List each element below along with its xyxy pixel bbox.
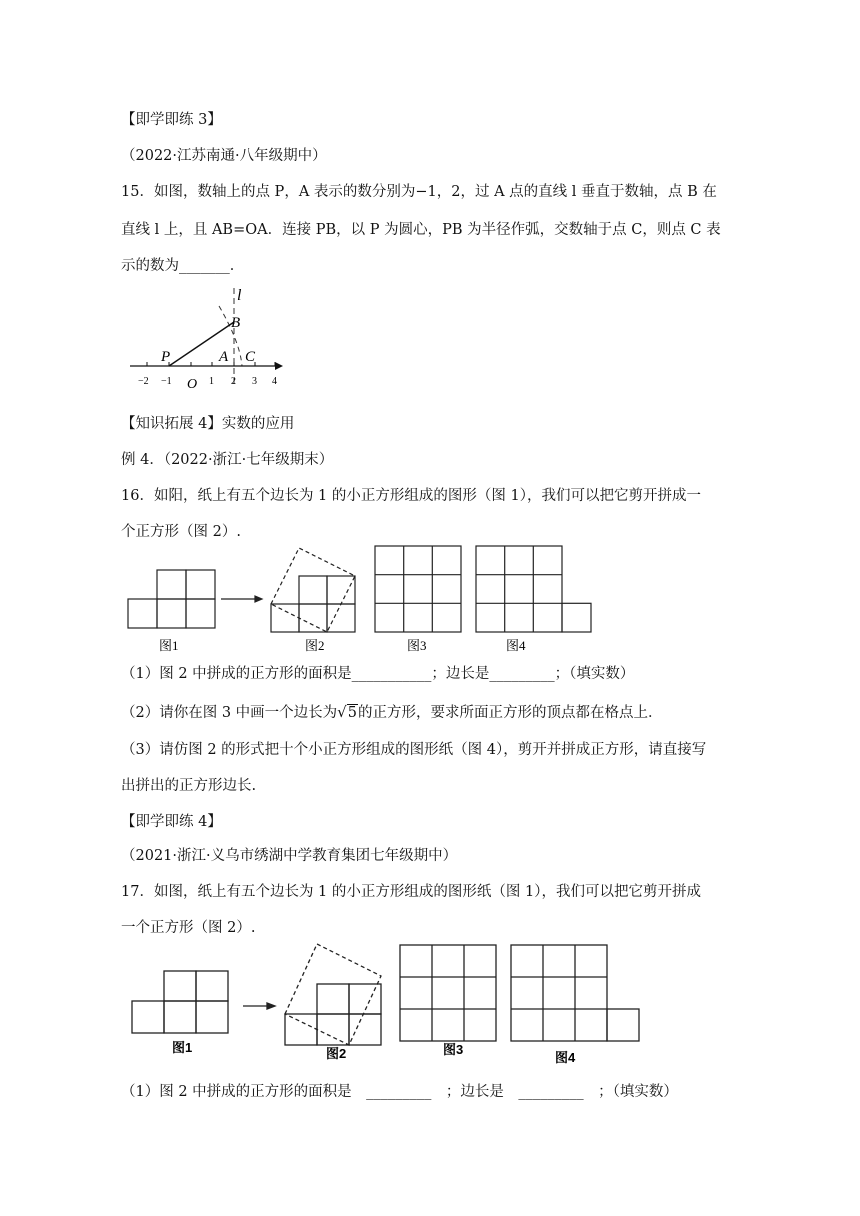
label-o: O [187,377,198,390]
figure-label: 图2 [305,638,325,653]
question-source: （2021·浙江·义乌市绣湖中学教育集团七年级期中） [121,848,458,864]
question-16-line-1: 16．如阳，纸上有五个边长为 1 的小正方形组成的图形（图 1），我们可以把它剪开拼成一 [121,488,701,504]
question-17-line-1: 17．如图，纸上有五个边长为 1 的小正方形组成的图形纸（图 1），我们可以把它剪开拼成 [121,884,701,900]
section-heading-knowledge-4: 【知识拓展 4】实数的应用 [121,416,295,432]
figure-label: 图3 [443,1042,464,1057]
axis-arrow [275,362,283,370]
question-source: （2022·江苏南通·八年级期中） [121,148,327,164]
question-16-part-3-line-2: 出拼出的正方形边长. [121,778,257,794]
label-c: C [245,349,256,365]
question-16-part-2 [121,702,662,723]
question-15-line-1: 15．如图，数轴上的点 P，A 表示的数分别为−1，2，过 A 点的直线 l 垂直于数轴，点 B 在 [121,184,717,200]
question-15-line-2: 直线 l 上，且 AB=OA．连接 PB，以 P 为圆心，PB 为半径作弧，交数轴于点 C，则点 C 表 [121,222,721,238]
figure-label: 图1 [159,638,179,653]
figure-label: 图2 [326,1046,347,1061]
part-2-text-before: （2）请你在图 3 中画一个边长为 [121,705,338,721]
example-4-source: 例 4．（2022·浙江·七年级期末） [121,452,334,468]
tick-label: 4 [272,376,277,387]
label-b: B [231,315,241,331]
tick-label: −1 [161,376,172,387]
question-17-part-1: （1）图 2 中拼成的正方形的面积是 _________ ；边长是 _________ ；（填实数） [121,1084,678,1100]
number-line-figure [125,282,290,390]
question-16-line-2: 个正方形（图 2）. [121,524,241,540]
question-17-figures [125,938,645,1068]
tick-label: 3 [252,376,257,387]
part-2-text-after: 的正方形，要求所面正方形的顶点都在格点上． [357,705,663,721]
question-16-figures [125,538,605,656]
sqrt-expression: √5 [337,703,357,721]
question-17-line-2: 一个正方形（图 2）. [121,920,256,936]
question-16-part-1: （1）图 2 中拼成的正方形的面积是___________；边长是_________；（填实数） [121,666,635,682]
tick-label: −2 [138,376,149,387]
tick-label: 1 [209,376,214,387]
figure-label: 图3 [407,638,427,653]
figure-label: 图4 [506,638,526,653]
label-l: l [237,287,242,304]
section-heading-practice-3: 【即学即练 3】 [121,112,222,128]
label-p: P [161,349,171,365]
figure-label: 图4 [555,1050,576,1065]
section-heading-practice-4: 【即学即练 4】 [121,814,222,830]
label-a: A [219,349,229,365]
figure-label: 图1 [172,1040,193,1055]
question-16-part-3-line-1: （3）请仿图 2 的形式把十个小正方形组成的图形纸（图 4），剪开并拼成正方形，请直接写 [121,742,707,758]
question-15-line-3: 示的数为_______． [121,258,245,274]
tick-label: 2 [231,376,236,387]
